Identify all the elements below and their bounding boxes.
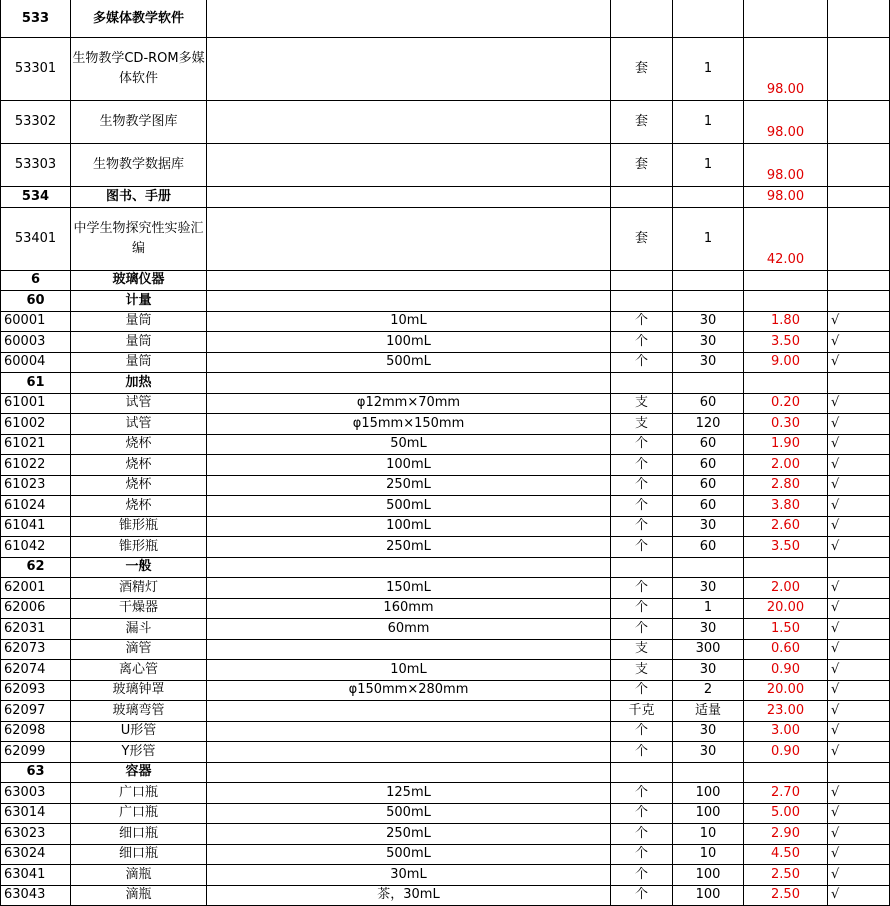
item-unit-cell: 个 [611,824,673,845]
item-spec-cell: 150mL [207,578,611,599]
item-qty-cell: 300 [673,639,744,660]
item-qty-cell: 100 [673,783,744,804]
item-price-cell: 4.50 [744,844,828,865]
item-qty-cell: 2 [673,680,744,701]
item-unit-cell [611,187,673,208]
item-name-cell: 细口瓶 [71,824,207,845]
item-spec-cell: 60mm [207,619,611,640]
table-row [1,660,890,681]
item-price-cell: 3.50 [744,332,828,353]
section-row [1,762,890,783]
item-spec-cell [207,373,611,394]
table-row [1,455,890,476]
item-spec-cell: 500mL [207,496,611,517]
item-spec-cell: φ15mm×150mm [207,414,611,435]
item-name-cell: Y形管 [71,742,207,763]
table-row [1,721,890,742]
item-qty-cell: 120 [673,414,744,435]
item-code-cell: 53302 [1,101,71,144]
item-price-cell: 98.00 [744,38,828,101]
item-price-cell: 0.30 [744,414,828,435]
table-row [1,434,890,455]
item-unit-cell: 支 [611,639,673,660]
item-name-cell: 中学生物探究性实验汇编 [71,207,207,270]
item-check-cell [828,291,890,312]
table-row [1,824,890,845]
item-name-cell: 漏斗 [71,619,207,640]
item-code-cell: 62099 [1,742,71,763]
item-spec-cell: 100mL [207,516,611,537]
table-row [1,352,890,373]
item-price-cell: 0.90 [744,742,828,763]
item-qty-cell: 30 [673,619,744,640]
item-check-cell: √ [828,885,890,906]
item-price-cell: 9.00 [744,352,828,373]
item-price-cell [744,762,828,783]
item-qty-cell [673,0,744,38]
item-spec-cell [207,291,611,312]
item-code-cell: 61021 [1,434,71,455]
item-code-cell: 62098 [1,721,71,742]
section-row [1,373,890,394]
item-unit-cell: 个 [611,311,673,332]
item-price-cell: 2.00 [744,578,828,599]
table-row [1,537,890,558]
item-unit-cell: 套 [611,207,673,270]
item-check-cell: √ [828,537,890,558]
item-qty-cell: 30 [673,660,744,681]
item-check-cell [828,270,890,291]
item-code-cell: 60001 [1,311,71,332]
item-check-cell: √ [828,639,890,660]
item-name-cell: 容器 [71,762,207,783]
item-code-cell: 61042 [1,537,71,558]
table-row [1,38,890,101]
item-unit-cell [611,373,673,394]
item-name-cell: 烧杯 [71,434,207,455]
item-name-cell: 量筒 [71,311,207,332]
item-name-cell: 多媒体教学软件 [71,0,207,38]
item-check-cell [828,101,890,144]
item-price-cell: 2.70 [744,783,828,804]
item-spec-cell: 茶，30mL [207,885,611,906]
item-spec-cell: 125mL [207,783,611,804]
item-spec-cell [207,101,611,144]
item-name-cell: 计量 [71,291,207,312]
item-price-cell: 3.50 [744,537,828,558]
item-price-cell [744,373,828,394]
item-name-cell: 试管 [71,414,207,435]
item-code-cell: 62073 [1,639,71,660]
table-row [1,414,890,435]
item-spec-cell [207,701,611,722]
item-qty-cell [673,557,744,578]
item-name-cell: 量筒 [71,352,207,373]
item-price-cell: 23.00 [744,701,828,722]
item-check-cell: √ [828,619,890,640]
item-price-cell: 20.00 [744,598,828,619]
item-check-cell [828,0,890,38]
item-check-cell: √ [828,352,890,373]
item-code-cell: 63 [1,762,71,783]
item-qty-cell [673,762,744,783]
item-check-cell: √ [828,680,890,701]
item-spec-cell [207,144,611,187]
item-qty-cell: 100 [673,803,744,824]
item-check-cell: √ [828,783,890,804]
item-spec-cell: 500mL [207,352,611,373]
item-price-cell: 0.20 [744,393,828,414]
item-price-cell: 98.00 [744,101,828,144]
item-unit-cell: 个 [611,885,673,906]
item-name-cell: 锥形瓶 [71,516,207,537]
item-price-cell: 98.00 [744,144,828,187]
item-unit-cell: 个 [611,475,673,496]
item-price-cell: 2.50 [744,885,828,906]
table-row [1,742,890,763]
item-check-cell: √ [828,332,890,353]
item-unit-cell: 个 [611,496,673,517]
table-row [1,516,890,537]
item-name-cell: 离心管 [71,660,207,681]
item-name-cell: 量筒 [71,332,207,353]
item-spec-cell [207,742,611,763]
item-unit-cell: 个 [611,803,673,824]
item-unit-cell: 支 [611,660,673,681]
table-row [1,496,890,517]
item-qty-cell: 100 [673,865,744,886]
item-code-cell: 62006 [1,598,71,619]
item-check-cell: √ [828,865,890,886]
item-code-cell: 63041 [1,865,71,886]
table-row [1,207,890,270]
item-name-cell: 烧杯 [71,455,207,476]
item-unit-cell [611,557,673,578]
table-row [1,803,890,824]
item-code-cell: 62 [1,557,71,578]
item-unit-cell: 个 [611,352,673,373]
table-row [1,144,890,187]
item-check-cell: √ [828,516,890,537]
item-code-cell: 62074 [1,660,71,681]
item-spec-cell [207,270,611,291]
item-unit-cell [611,762,673,783]
item-spec-cell: 160mm [207,598,611,619]
item-qty-cell: 1 [673,207,744,270]
item-unit-cell: 套 [611,101,673,144]
item-code-cell: 61023 [1,475,71,496]
item-unit-cell: 个 [611,783,673,804]
section-row [1,270,890,291]
item-spec-cell: 30mL [207,865,611,886]
item-name-cell: 锥形瓶 [71,537,207,558]
item-check-cell: √ [828,475,890,496]
item-unit-cell: 个 [611,516,673,537]
item-code-cell: 53303 [1,144,71,187]
item-code-cell: 53301 [1,38,71,101]
item-name-cell: 滴瓶 [71,885,207,906]
item-spec-cell [207,557,611,578]
item-qty-cell [673,270,744,291]
item-price-cell: 0.90 [744,660,828,681]
item-unit-cell: 个 [611,578,673,599]
item-qty-cell [673,291,744,312]
item-spec-cell: φ150mm×280mm [207,680,611,701]
section-row [1,557,890,578]
item-price-cell [744,0,828,38]
item-qty-cell: 100 [673,885,744,906]
item-name-cell: 广口瓶 [71,783,207,804]
item-code-cell: 62097 [1,701,71,722]
table-row [1,311,890,332]
item-code-cell: 63043 [1,885,71,906]
item-unit-cell [611,0,673,38]
item-code-cell: 61022 [1,455,71,476]
item-unit-cell: 个 [611,537,673,558]
item-unit-cell: 个 [611,844,673,865]
item-unit-cell: 个 [611,721,673,742]
item-check-cell [828,557,890,578]
item-name-cell: 玻璃弯管 [71,701,207,722]
item-spec-cell: 50mL [207,434,611,455]
table-row [1,332,890,353]
item-price-cell: 2.60 [744,516,828,537]
item-spec-cell [207,187,611,208]
item-check-cell: √ [828,701,890,722]
item-name-cell: 烧杯 [71,496,207,517]
item-check-cell [828,38,890,101]
item-name-cell: 细口瓶 [71,844,207,865]
item-qty-cell [673,187,744,208]
item-check-cell: √ [828,598,890,619]
item-code-cell: 63014 [1,803,71,824]
item-code-cell: 61041 [1,516,71,537]
item-code-cell: 61024 [1,496,71,517]
item-check-cell [828,373,890,394]
item-qty-cell: 30 [673,332,744,353]
item-spec-cell: 500mL [207,803,611,824]
item-qty-cell: 10 [673,844,744,865]
item-qty-cell: 60 [673,475,744,496]
item-spec-cell: 250mL [207,537,611,558]
item-unit-cell: 个 [611,865,673,886]
item-name-cell: 生物教学图库 [71,101,207,144]
item-spec-cell [207,721,611,742]
item-check-cell: √ [828,742,890,763]
item-name-cell: 玻璃仪器 [71,270,207,291]
item-price-cell: 5.00 [744,803,828,824]
item-price-cell [744,557,828,578]
item-check-cell: √ [828,311,890,332]
item-check-cell: √ [828,803,890,824]
table-row [1,598,890,619]
item-name-cell: 干燥器 [71,598,207,619]
item-spec-cell: 500mL [207,844,611,865]
item-price-cell [744,291,828,312]
table-row [1,865,890,886]
item-qty-cell: 1 [673,598,744,619]
table-row [1,680,890,701]
item-qty-cell: 60 [673,434,744,455]
item-code-cell: 6 [1,270,71,291]
table-row [1,619,890,640]
item-qty-cell: 60 [673,393,744,414]
item-unit-cell [611,291,673,312]
item-code-cell: 60 [1,291,71,312]
item-spec-cell [207,639,611,660]
item-qty-cell: 1 [673,38,744,101]
item-unit-cell: 套 [611,38,673,101]
item-spec-cell: φ12mm×70mm [207,393,611,414]
item-spec-cell: 100mL [207,332,611,353]
item-code-cell: 61 [1,373,71,394]
item-unit-cell: 个 [611,598,673,619]
item-unit-cell: 个 [611,680,673,701]
item-name-cell: 酒精灯 [71,578,207,599]
item-name-cell: 加热 [71,373,207,394]
item-check-cell [828,187,890,208]
item-check-cell: √ [828,721,890,742]
item-qty-cell: 30 [673,311,744,332]
item-qty-cell: 30 [673,721,744,742]
item-spec-cell: 10mL [207,311,611,332]
item-name-cell: U形管 [71,721,207,742]
item-spec-cell [207,207,611,270]
item-spec-cell [207,762,611,783]
item-price-cell: 1.90 [744,434,828,455]
table-row [1,578,890,599]
item-price-cell: 1.80 [744,311,828,332]
item-price-cell: 20.00 [744,680,828,701]
item-unit-cell: 个 [611,455,673,476]
item-code-cell: 60003 [1,332,71,353]
item-name-cell: 广口瓶 [71,803,207,824]
item-check-cell: √ [828,414,890,435]
table-row [1,844,890,865]
item-unit-cell: 千克 [611,701,673,722]
item-price-cell: 3.80 [744,496,828,517]
table-row [1,101,890,144]
item-code-cell: 63024 [1,844,71,865]
item-qty-cell [673,373,744,394]
item-unit-cell: 支 [611,414,673,435]
item-name-cell: 生物教学CD-ROM多媒体软件 [71,38,207,101]
item-qty-cell: 10 [673,824,744,845]
item-check-cell: √ [828,578,890,599]
item-price-cell: 2.50 [744,865,828,886]
item-qty-cell: 60 [673,496,744,517]
item-code-cell: 60004 [1,352,71,373]
item-spec-cell: 250mL [207,824,611,845]
item-unit-cell: 支 [611,393,673,414]
section-row [1,291,890,312]
item-unit-cell: 个 [611,619,673,640]
item-spec-cell: 10mL [207,660,611,681]
item-unit-cell: 个 [611,434,673,455]
item-price-cell: 2.90 [744,824,828,845]
item-name-cell: 图书、手册 [71,187,207,208]
item-price-cell [744,270,828,291]
item-check-cell: √ [828,393,890,414]
table-row [1,393,890,414]
item-code-cell: 534 [1,187,71,208]
table-row [1,475,890,496]
item-check-cell [828,207,890,270]
item-check-cell [828,144,890,187]
item-price-cell: 2.00 [744,455,828,476]
item-price-cell: 0.60 [744,639,828,660]
item-spec-cell [207,0,611,38]
item-qty-cell: 1 [673,101,744,144]
item-qty-cell: 60 [673,537,744,558]
section-row [1,0,890,38]
item-name-cell: 烧杯 [71,475,207,496]
item-name-cell: 生物教学数据库 [71,144,207,187]
item-qty-cell: 30 [673,578,744,599]
item-price-cell: 2.80 [744,475,828,496]
item-unit-cell [611,270,673,291]
item-name-cell: 试管 [71,393,207,414]
item-qty-cell: 30 [673,352,744,373]
table-row [1,783,890,804]
item-code-cell: 63003 [1,783,71,804]
item-qty-cell: 30 [673,516,744,537]
item-spec-cell: 100mL [207,455,611,476]
item-spec-cell [207,38,611,101]
item-spec-cell: 250mL [207,475,611,496]
item-unit-cell: 个 [611,332,673,353]
item-code-cell: 61001 [1,393,71,414]
item-check-cell [828,762,890,783]
item-code-cell: 53401 [1,207,71,270]
item-code-cell: 62001 [1,578,71,599]
item-check-cell: √ [828,496,890,517]
section-row [1,187,890,208]
item-code-cell: 61002 [1,414,71,435]
item-name-cell: 滴管 [71,639,207,660]
item-name-cell: 一般 [71,557,207,578]
item-qty-cell: 1 [673,144,744,187]
item-price-cell: 3.00 [744,721,828,742]
item-check-cell: √ [828,434,890,455]
item-qty-cell: 30 [673,742,744,763]
item-code-cell: 62093 [1,680,71,701]
item-price-cell: 98.00 [744,187,828,208]
item-name-cell: 玻璃钟罩 [71,680,207,701]
table-row [1,885,890,906]
item-qty-cell: 适量 [673,701,744,722]
item-unit-cell: 个 [611,742,673,763]
item-unit-cell: 套 [611,144,673,187]
item-check-cell: √ [828,844,890,865]
table-row [1,639,890,660]
item-name-cell: 滴瓶 [71,865,207,886]
item-check-cell: √ [828,455,890,476]
item-code-cell: 533 [1,0,71,38]
item-code-cell: 62031 [1,619,71,640]
table-row [1,701,890,722]
item-check-cell: √ [828,660,890,681]
item-price-cell: 1.50 [744,619,828,640]
item-check-cell: √ [828,824,890,845]
item-qty-cell: 60 [673,455,744,476]
item-code-cell: 63023 [1,824,71,845]
item-price-cell: 42.00 [744,207,828,270]
